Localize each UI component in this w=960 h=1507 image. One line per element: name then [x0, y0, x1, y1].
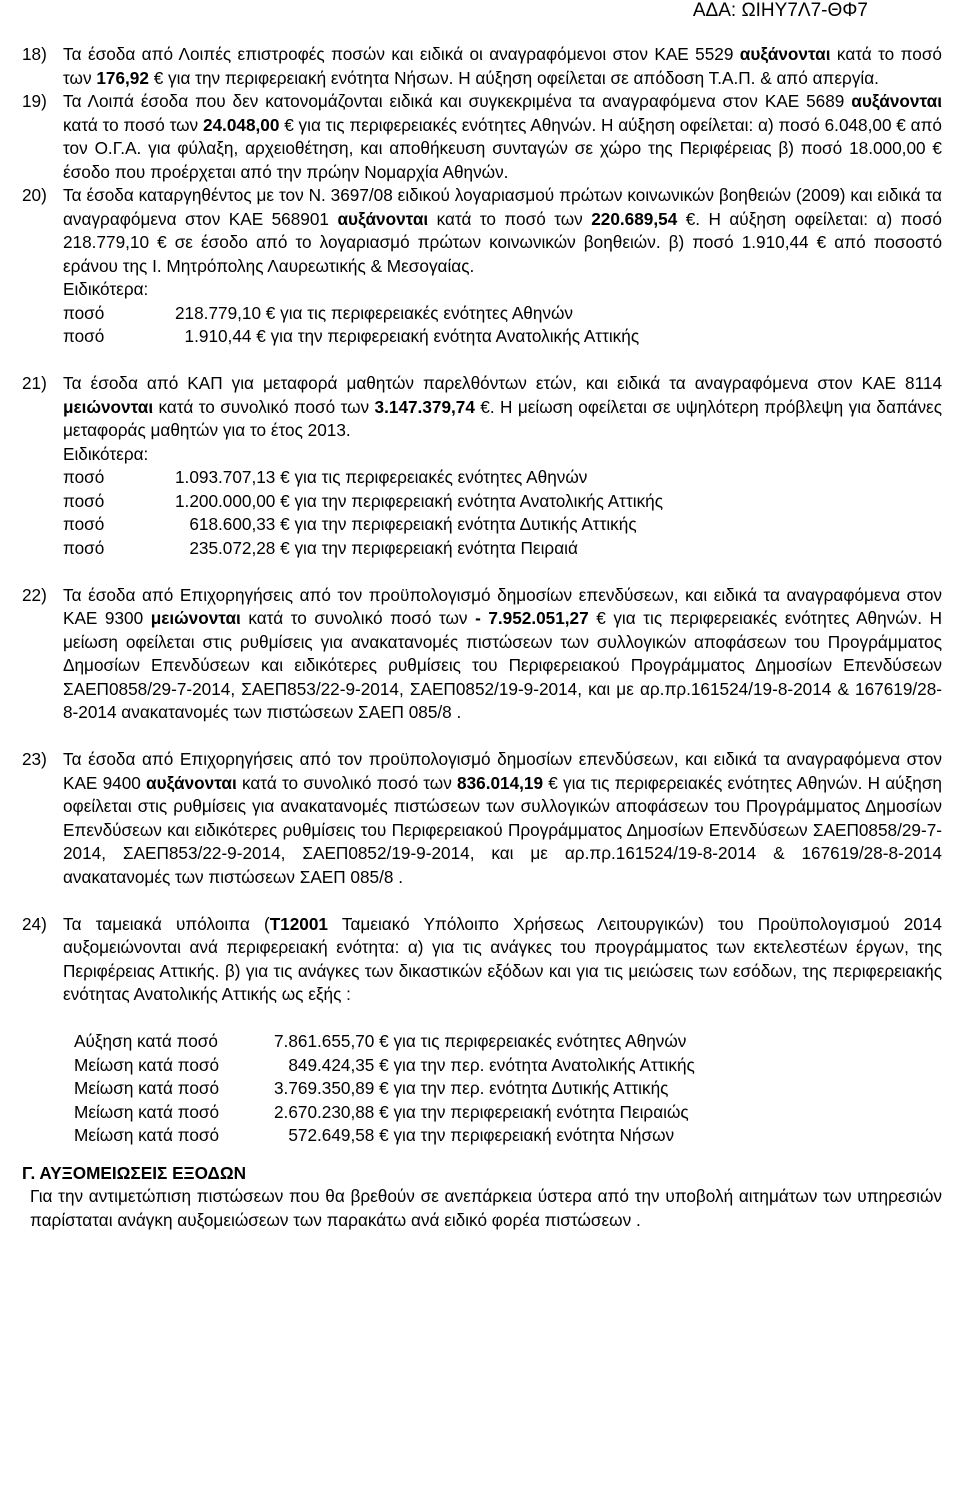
item-number: 20)	[22, 185, 47, 205]
item-number: 24)	[22, 913, 47, 934]
detail-row: ποσό 1.910,44 € για την περιφερειακή ενότητα Ανατολικής Αττικής	[63, 326, 640, 346]
item-text: Τα ταμειακά υπόλοιπα (Τ12001 Ταμειακό Υπόλοιπο Χρήσεως Λειτουργικών) του Προϋπολογισμού 2014 αυξομειώνονται ανά περιφερειακή ενότητα: α) για τις ανάγκες του προγράμματος των εκτελεστέων έργων, της Περιφέρειας Αττικής. β) για τις ανάγκες των δικαστικών εξόδων και για τις μειώσεις των εσόδων, της περιφερειακής ενότητας Ανατολικής Αττικής ως εξής :	[63, 913, 942, 1004]
details-list	[22, 302, 942, 349]
detail-row: ποσό 618.600,33 € για την περιφερειακή ενότητα Δυτικής Αττικής	[63, 514, 637, 534]
item-21	[22, 372, 942, 443]
detail-row: ποσό 235.072,28 € για την περιφερειακή ενότητα Πειραιά	[63, 537, 578, 558]
item-text: Τα έσοδα από ΚΑΠ για μεταφορά μαθητών παρελθόντων ετών, και ειδικά τα αναγραφόμενα στον ΚΑΕ 8114 μειώνονται κατά το συνολικό ποσό των 3.147.379,74 €. Η μείωση οφείλεται σε υψηλότερη πρόβλεψη για δαπάνες μεταφοράς μαθητών για το έτος 2013.	[63, 373, 942, 440]
item-23	[22, 748, 942, 889]
item-19	[22, 90, 942, 184]
balances-list	[22, 1030, 942, 1148]
item-text: Τα έσοδα καταργηθέντος με τον Ν. 3697/08 ειδικού λογαριασμού πρώτων κοινωνικών βοηθειών (2009) και ειδικά τα αναγραφόμενα στον ΚΑΕ 568901 αυξάνονται κατά το ποσό των 220.689,54 €. Η αύξηση οφείλεται: α) ποσό 218.779,10 € σε έσοδο από το λογαριασμό πρώτων κοινωνικών βοηθειών. β) ποσό 1.910,44 € από ποσοστό εράνου της Ι. Μητρόπολης Λαυρεωτικής & Μεσογαίας.	[63, 185, 942, 276]
detail-row: ποσό 1.093.707,13 € για τις περιφερειακές ενότητες Αθηνών	[63, 467, 588, 487]
details-label: Ειδικότερα:	[63, 279, 149, 299]
item-number: 21)	[22, 373, 47, 393]
item-text: Τα έσοδα από Λοιπές επιστροφές ποσών και ειδικά οι αναγραφόμενοι στον ΚΑΕ 5529 αυξάνονται κατά το ποσό των 176,92 € για την περιφερειακή ενότητα Νήσων. Η αύξηση οφείλεται σε απόδοση Τ.Α.Π. & από απεργία.	[63, 44, 942, 88]
item-number: 19)	[22, 91, 47, 111]
detail-row: ποσό 1.200.000,00 € για την περιφερειακή ενότητα Ανατολικής Αττικής	[63, 490, 664, 511]
item-24	[22, 913, 942, 1007]
balance-row: Μείωση κατά ποσό 2.670.230,88 € για την περιφερειακή ενότητα Πειραιώς	[74, 1101, 689, 1122]
item-number: 23)	[22, 749, 47, 769]
balance-row: Μείωση κατά ποσό 3.769.350,89 € για την περ. ενότητα Δυτικής Αττικής	[74, 1078, 669, 1098]
item-number: 18)	[22, 44, 47, 64]
item-text: Τα έσοδα από Επιχορηγήσεις από τον προϋπολογισμό δημοσίων επενδύσεων, και ειδικά τα αναγραφόμενα στον ΚΑΕ 9400 αυξάνονται κατά το συνολικό ποσό των 836.014,19 € για τις περιφερειακές ενότητες Αθηνών. Η αύξηση οφείλεται στις ρυθμίσεις για ανακατανομές πιστώσεων των συλλογικών αποφάσεων του Προγράμματος Δημοσίων Επενδύσεων και ειδικότερες ρυθμίσεις του Περιφερειακού Προγράμματος Δημοσίων Επενδύσεων ΣΑΕΠ0858/29-7-2014, ΣΑΕΠ853/22-9-2014, ΣΑΕΠ0852/19-9-2014, και με αρ.πρ.161524/19-8-2014 & 167619/28-8-2014 ανακατανομές των πιστώσεων ΣΑΕΠ 085/8 .	[63, 749, 942, 887]
section-paragraph: Για την αντιμετώπιση πιστώσεων που θα βρεθούν σε ανεπάρκεια ύστερα από την υποβολή αιτημάτων των υπηρεσιών παρίσταται ανάγκη αυξομειώσεων των παρακάτω ανά ειδικό φορέα πιστώσεων .	[30, 1186, 942, 1230]
item-20	[22, 184, 942, 278]
item-text: Τα έσοδα από Επιχορηγήσεις από τον προϋπολογισμό δημοσίων επενδύσεων, και ειδικά τα αναγραφόμενα στον ΚΑΕ 9300 μειώνονται κατά το συνολικό ποσό των - 7.952.051,27 € για τις περιφερειακές ενότητες Αθηνών. Η μείωση οφείλεται στις ρυθμίσεις για ανακατανομές πιστώσεων των συλλογικών αποφάσεων του Προγράμματος Δημοσίων Επενδύσεων και ειδικότερες ρυθμίσεις του Περιφερειακού Προγράμματος Δημοσίων Επενδύσεων ΣΑΕΠ0858/29-7-2014, ΣΑΕΠ853/22-9-2014, ΣΑΕΠ0852/19-9-2014, και με αρ.πρ.161524/19-8-2014 & 167619/28-8-2014 ανακατανομές των πιστώσεων ΣΑΕΠ 085/8 .	[63, 584, 942, 722]
item-number: 22)	[22, 584, 47, 605]
balance-row: Αύξηση κατά ποσό 7.861.655,70 € για τις περιφερειακές ενότητες Αθηνών	[74, 1031, 687, 1051]
balance-row: Μείωση κατά ποσό 572.649,58 € για την περιφερειακή ενότητα Νήσων	[74, 1125, 675, 1145]
balance-row: Μείωση κατά ποσό 849.424,35 € για την περ. ενότητα Ανατολικής Αττικής	[74, 1054, 695, 1075]
details-label: Ειδικότερα:	[63, 443, 149, 464]
item-text: Τα Λοιπά έσοδα που δεν κατονομάζονται ειδικά και συγκεκριμένα τα αναγραφόμενα στον ΚΑΕ 5689 αυξάνονται κατά το ποσό των 24.048,00 € για τις περιφερειακές ενότητες Αθηνών. Η αύξηση οφείλεται: α) ποσό 6.048,00 € από τον Ο.Γ.Α. για φύλαξη, αρχειοθέτηση, και αποθήκευση συνταγών σε χώρο της Περιφέρειας β) ποσό 18.000,00 € έσοδο που προέρχεται από την πρώην Νομαρχία Αθηνών.	[63, 91, 942, 182]
details-list	[22, 466, 942, 560]
section-heading: Γ. ΑΥΞΟΜΕΙΩΣΕΙΣ ΕΞΟΔΩΝ	[22, 1162, 247, 1183]
ada-code: ΑΔΑ: ΩΙΗΥ7Λ7-ΘΦ7	[692, 0, 868, 21]
detail-row: ποσό 218.779,10 € για τις περιφερειακές ενότητες Αθηνών	[63, 302, 574, 323]
item-18	[22, 43, 942, 90]
item-22	[22, 584, 942, 725]
document-body	[22, 43, 942, 1232]
